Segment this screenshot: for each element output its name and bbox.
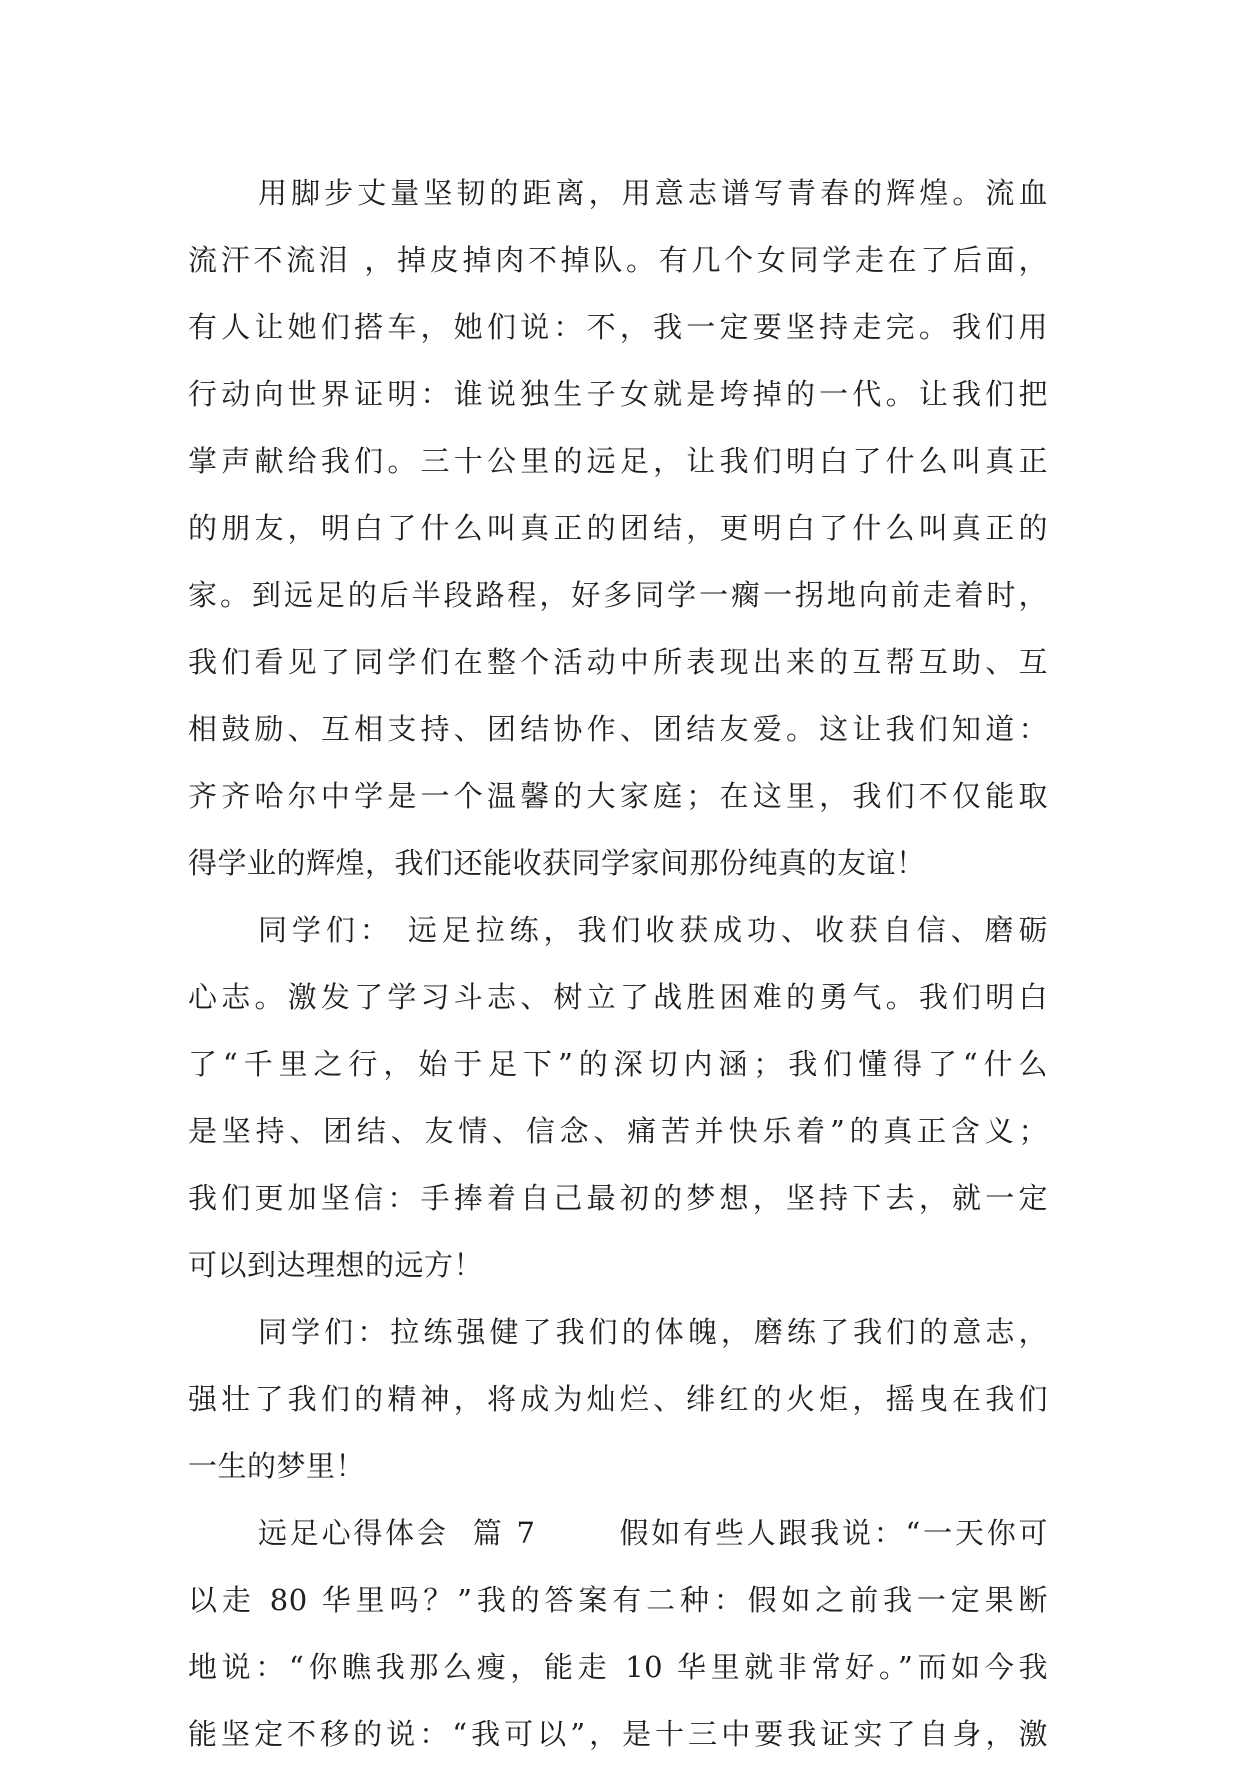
text-line: 强壮了我们的精神，将成为灿烂、绯红的火炬，摇曳在我们 (188, 1382, 1048, 1416)
document-body (188, 160, 1048, 1768)
text-line: 的朋友，明白了什么叫真正的团结，更明白了什么叫真正的 (188, 511, 1048, 545)
text-line: 流汗不流泪 ，掉皮掉肉不掉队。有几个女同学走在了后面， (188, 243, 1048, 277)
text-line: 同学们： 远足拉练，我们收获成功、收获自信、磨砺 (258, 913, 1048, 947)
text-line: 我们更加坚信：手捧着自己最初的梦想，坚持下去，就一定 (188, 1181, 1048, 1215)
text-line: 掌声献给我们。三十公里的远足，让我们明白了什么叫真正 (188, 444, 1048, 478)
text-line: 可以到达理想的远方！ (188, 1248, 484, 1282)
text-line: 相鼓励、互相支持、团结协作、团结友爱。这让我们知道： (188, 712, 1048, 746)
text-line: 心志。激发了学习斗志、树立了战胜困难的勇气。我们明白 (188, 980, 1048, 1014)
text-line: 家。到远足的后半段路程，好多同学一瘸一拐地向前走着时， (188, 578, 1048, 612)
text-line: 齐齐哈尔中学是一个温馨的大家庭；在这里，我们不仅能取 (188, 779, 1048, 813)
text-line: 同学们：拉练强健了我们的体魄，磨练了我们的意志， (258, 1315, 1048, 1349)
paragraph-2 (188, 897, 1048, 1299)
text-line: 是坚持、团结、友情、信念、痛苦并快乐着”的真正含义； (188, 1114, 1048, 1148)
text-line: 一生的梦里！ (188, 1449, 366, 1483)
text-line: 了“千里之行，始于足下”的深切内涵；我们懂得了“什么 (188, 1047, 1048, 1081)
text-line: 我们看见了同学们在整个活动中所表现出来的互帮互助、互 (188, 645, 1048, 679)
text-line: 得学业的辉煌，我们还能收获同学家间那份纯真的友谊！ (188, 846, 926, 880)
paragraph-3 (188, 1299, 1048, 1500)
text-line: 能坚定不移的说：“我可以”，是十三中要我证实了自身，激 (188, 1717, 1048, 1751)
paragraph-4 (188, 1500, 1048, 1768)
text-line: 远足心得体会 篇 7 假如有些人跟我说：“一天你可 (258, 1516, 1048, 1550)
text-line: 用脚步丈量坚韧的距离，用意志谱写青春的辉煌。流血 (258, 176, 1048, 210)
paragraph-1 (188, 160, 1048, 897)
text-line: 地说：“你瞧我那么瘦，能走 10 华里就非常好。”而如今我 (188, 1650, 1048, 1684)
text-line: 有人让她们搭车，她们说：不，我一定要坚持走完。我们用 (188, 310, 1048, 344)
text-line: 行动向世界证明：谁说独生子女就是垮掉的一代。让我们把 (188, 377, 1048, 411)
text-line: 以走 80 华里吗？”我的答案有二种：假如之前我一定果断 (188, 1583, 1048, 1617)
